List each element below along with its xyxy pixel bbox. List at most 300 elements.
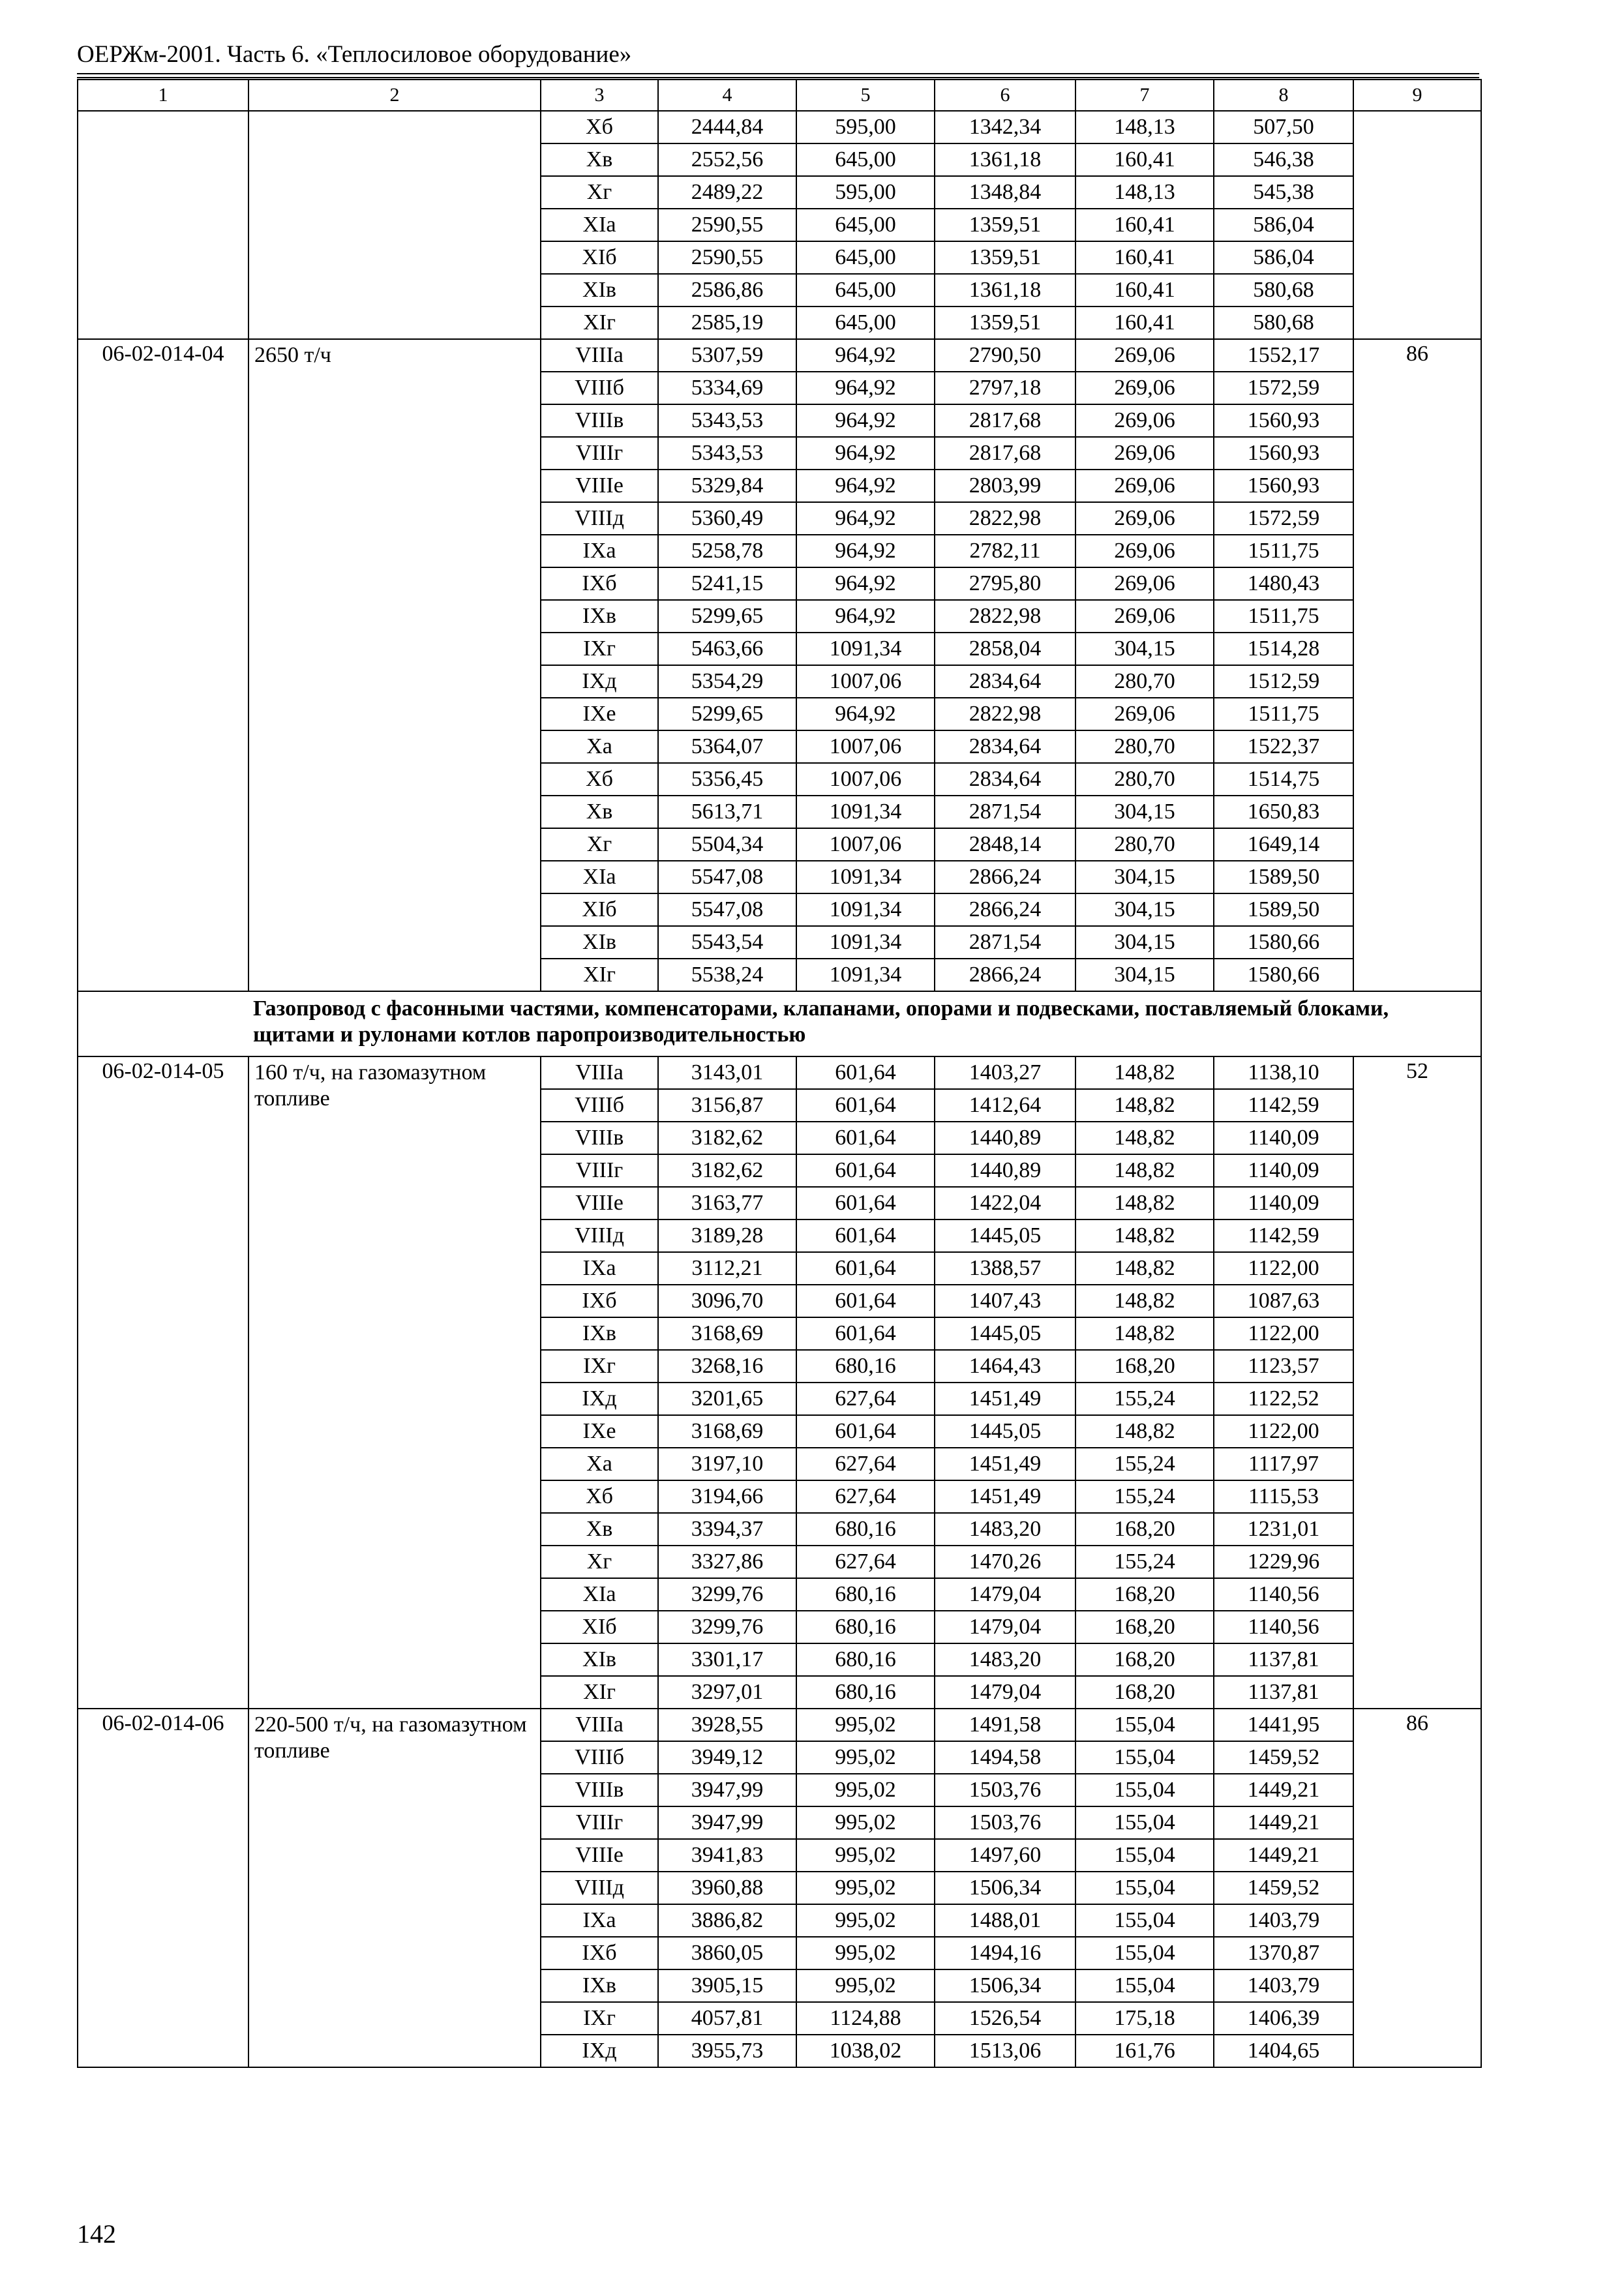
machine-cost-cell: 1342,34 xyxy=(935,111,1075,143)
wages-cell: 964,92 xyxy=(796,502,935,535)
zone-cell: Xв xyxy=(541,796,658,828)
table-row xyxy=(78,339,1481,372)
column-number-row xyxy=(78,80,1481,111)
total-cost-cell: 5334,69 xyxy=(658,372,796,404)
item-code: 06-02-014-05 xyxy=(78,1056,248,1709)
machine-cost-cell: 2790,50 xyxy=(935,339,1075,372)
materials-cell: 1449,21 xyxy=(1214,1774,1353,1806)
materials-cell: 507,50 xyxy=(1214,111,1353,143)
zone-cell: IXе xyxy=(541,698,658,730)
zone-cell: VIIIе xyxy=(541,1187,658,1219)
total-cost-cell: 3189,28 xyxy=(658,1219,796,1252)
materials-cell: 1449,21 xyxy=(1214,1839,1353,1872)
machinist-wages-cell: 155,04 xyxy=(1075,1937,1214,1969)
machine-cost-cell: 1479,04 xyxy=(935,1578,1075,1611)
materials-cell: 1511,75 xyxy=(1214,698,1353,730)
machinist-wages-cell: 168,20 xyxy=(1075,1350,1214,1383)
col-header-8: 8 xyxy=(1214,80,1353,111)
machinist-wages-cell: 148,82 xyxy=(1075,1415,1214,1448)
zone-cell: VIIIв xyxy=(541,404,658,437)
machinist-wages-cell: 269,06 xyxy=(1075,600,1214,633)
materials-cell: 1560,93 xyxy=(1214,470,1353,502)
materials-cell: 1115,53 xyxy=(1214,1480,1353,1513)
materials-cell: 1229,96 xyxy=(1214,1546,1353,1578)
total-cost-cell: 2585,19 xyxy=(658,307,796,339)
machinist-wages-cell: 175,18 xyxy=(1075,2002,1214,2035)
zone-cell: VIIIа xyxy=(541,1056,658,1089)
zone-cell: VIIIг xyxy=(541,1154,658,1187)
zone-cell: IXа xyxy=(541,1252,658,1285)
zone-cell: Xг xyxy=(541,176,658,209)
wages-cell: 601,64 xyxy=(796,1122,935,1154)
machine-cost-cell: 1494,16 xyxy=(935,1937,1075,1969)
wages-cell: 601,64 xyxy=(796,1317,935,1350)
total-cost-cell: 3096,70 xyxy=(658,1285,796,1317)
machinist-wages-cell: 168,20 xyxy=(1075,1578,1214,1611)
total-cost-cell: 3182,62 xyxy=(658,1122,796,1154)
machinist-wages-cell: 155,04 xyxy=(1075,1774,1214,1806)
wages-cell: 680,16 xyxy=(796,1611,935,1643)
wages-cell: 1007,06 xyxy=(796,665,935,698)
zone-cell: VIIIг xyxy=(541,437,658,470)
materials-cell: 1589,50 xyxy=(1214,893,1353,926)
machinist-wages-cell: 168,20 xyxy=(1075,1643,1214,1676)
wages-cell: 601,64 xyxy=(796,1252,935,1285)
total-cost-cell: 3905,15 xyxy=(658,1969,796,2002)
machinist-wages-cell: 161,76 xyxy=(1075,2035,1214,2067)
total-cost-cell: 5547,08 xyxy=(658,893,796,926)
total-cost-cell: 3197,10 xyxy=(658,1448,796,1480)
machinist-wages-cell: 155,04 xyxy=(1075,1969,1214,2002)
machinist-wages-cell: 168,20 xyxy=(1075,1513,1214,1546)
wages-cell: 995,02 xyxy=(796,1937,935,1969)
materials-cell: 1403,79 xyxy=(1214,1969,1353,2002)
wages-cell: 964,92 xyxy=(796,567,935,600)
machinist-wages-cell: 304,15 xyxy=(1075,633,1214,665)
materials-cell: 1580,66 xyxy=(1214,926,1353,959)
total-cost-cell: 5613,71 xyxy=(658,796,796,828)
machine-cost-cell: 1451,49 xyxy=(935,1480,1075,1513)
wages-cell: 645,00 xyxy=(796,241,935,274)
wages-cell: 680,16 xyxy=(796,1643,935,1676)
materials-cell: 1122,00 xyxy=(1214,1317,1353,1350)
zone-cell: IXд xyxy=(541,665,658,698)
zone-cell: Xб xyxy=(541,111,658,143)
zone-cell: VIIIг xyxy=(541,1806,658,1839)
machinist-wages-cell: 269,06 xyxy=(1075,437,1214,470)
zone-cell: VIIIб xyxy=(541,1089,658,1122)
machine-cost-cell: 1526,54 xyxy=(935,2002,1075,2035)
materials-cell: 1650,83 xyxy=(1214,796,1353,828)
wages-cell: 1091,34 xyxy=(796,893,935,926)
materials-cell: 1140,09 xyxy=(1214,1122,1353,1154)
materials-cell: 1138,10 xyxy=(1214,1056,1353,1089)
zone-cell: VIIIе xyxy=(541,470,658,502)
total-cost-cell: 3394,37 xyxy=(658,1513,796,1546)
total-cost-cell: 2444,84 xyxy=(658,111,796,143)
materials-cell: 1140,56 xyxy=(1214,1578,1353,1611)
machinist-wages-cell: 160,41 xyxy=(1075,143,1214,176)
wages-cell: 1007,06 xyxy=(796,828,935,861)
item-name: 160 т/ч, на газомазутном топливе xyxy=(248,1056,541,1709)
materials-cell: 1589,50 xyxy=(1214,861,1353,893)
machine-cost-cell: 1388,57 xyxy=(935,1252,1075,1285)
wages-cell: 964,92 xyxy=(796,698,935,730)
total-cost-cell: 5299,65 xyxy=(658,600,796,633)
machinist-wages-cell: 155,24 xyxy=(1075,1546,1214,1578)
zone-cell: IXд xyxy=(541,1383,658,1415)
machine-cost-cell: 1445,05 xyxy=(935,1415,1075,1448)
total-cost-cell: 5543,54 xyxy=(658,926,796,959)
machinist-wages-cell: 269,06 xyxy=(1075,567,1214,600)
machinist-wages-cell: 280,70 xyxy=(1075,828,1214,861)
machinist-wages-cell: 160,41 xyxy=(1075,241,1214,274)
machinist-wages-cell: 168,20 xyxy=(1075,1676,1214,1709)
machinist-wages-cell: 148,82 xyxy=(1075,1122,1214,1154)
machine-cost-cell: 2795,80 xyxy=(935,567,1075,600)
machinist-wages-cell: 155,24 xyxy=(1075,1448,1214,1480)
total-cost-cell: 3163,77 xyxy=(658,1187,796,1219)
machinist-wages-cell: 304,15 xyxy=(1075,959,1214,991)
materials-cell: 1117,97 xyxy=(1214,1448,1353,1480)
machine-cost-cell: 1470,26 xyxy=(935,1546,1075,1578)
materials-cell: 586,04 xyxy=(1214,209,1353,241)
materials-cell: 1514,75 xyxy=(1214,763,1353,796)
zone-cell: VIIIе xyxy=(541,1839,658,1872)
wages-cell: 995,02 xyxy=(796,1709,935,1741)
wages-cell: 964,92 xyxy=(796,470,935,502)
machinist-wages-cell: 155,24 xyxy=(1075,1383,1214,1415)
machinist-wages-cell: 304,15 xyxy=(1075,796,1214,828)
wages-cell: 680,16 xyxy=(796,1350,935,1383)
machinist-wages-cell: 148,13 xyxy=(1075,176,1214,209)
machinist-wages-cell: 280,70 xyxy=(1075,763,1214,796)
total-cost-cell: 3182,62 xyxy=(658,1154,796,1187)
total-cost-cell: 5504,34 xyxy=(658,828,796,861)
wages-cell: 964,92 xyxy=(796,437,935,470)
materials-cell: 1580,66 xyxy=(1214,959,1353,991)
zone-cell: Xв xyxy=(541,143,658,176)
machinist-wages-cell: 269,06 xyxy=(1075,502,1214,535)
materials-cell: 1406,39 xyxy=(1214,2002,1353,2035)
wages-cell: 964,92 xyxy=(796,404,935,437)
materials-cell: 1572,59 xyxy=(1214,372,1353,404)
materials-cell: 1441,95 xyxy=(1214,1709,1353,1741)
materials-cell: 1459,52 xyxy=(1214,1741,1353,1774)
total-cost-cell: 3299,76 xyxy=(658,1578,796,1611)
materials-cell: 1231,01 xyxy=(1214,1513,1353,1546)
machinist-wages-cell: 304,15 xyxy=(1075,926,1214,959)
price-table xyxy=(77,79,1482,2068)
materials-cell: 1512,59 xyxy=(1214,665,1353,698)
machine-cost-cell: 1348,84 xyxy=(935,176,1075,209)
machine-cost-cell: 1445,05 xyxy=(935,1317,1075,1350)
zone-cell: VIIIд xyxy=(541,1219,658,1252)
zone-cell: XIв xyxy=(541,926,658,959)
wages-cell: 964,92 xyxy=(796,372,935,404)
machine-cost-cell: 2782,11 xyxy=(935,535,1075,567)
total-cost-cell: 3301,17 xyxy=(658,1643,796,1676)
zone-cell: IXб xyxy=(541,1285,658,1317)
zone-cell: IXг xyxy=(541,633,658,665)
zone-cell: VIIIб xyxy=(541,1741,658,1774)
zone-cell: IXб xyxy=(541,567,658,600)
materials-cell: 1514,28 xyxy=(1214,633,1353,665)
materials-cell: 1560,93 xyxy=(1214,437,1353,470)
machinist-wages-cell: 280,70 xyxy=(1075,665,1214,698)
item-name: 220-500 т/ч, на газомазутном топливе xyxy=(248,1709,541,2067)
zone-cell: VIIIд xyxy=(541,1872,658,1904)
materials-cell: 580,68 xyxy=(1214,307,1353,339)
materials-cell: 1140,09 xyxy=(1214,1154,1353,1187)
machine-cost-cell: 1464,43 xyxy=(935,1350,1075,1383)
col-header-1: 1 xyxy=(78,80,248,111)
materials-cell: 1572,59 xyxy=(1214,502,1353,535)
wages-cell: 645,00 xyxy=(796,143,935,176)
machine-cost-cell: 2817,68 xyxy=(935,437,1075,470)
machinist-wages-cell: 160,41 xyxy=(1075,307,1214,339)
materials-cell: 1449,21 xyxy=(1214,1806,1353,1839)
machine-cost-cell: 1483,20 xyxy=(935,1513,1075,1546)
machine-cost-cell: 2834,64 xyxy=(935,730,1075,763)
machine-cost-cell: 1488,01 xyxy=(935,1904,1075,1937)
item-code xyxy=(78,111,248,339)
item-name: 2650 т/ч xyxy=(248,339,541,991)
item-code: 06-02-014-06 xyxy=(78,1709,248,2067)
zone-cell: IXг xyxy=(541,1350,658,1383)
zone-cell: XIг xyxy=(541,959,658,991)
total-cost-cell: 5538,24 xyxy=(658,959,796,991)
machinist-wages-cell: 269,06 xyxy=(1075,372,1214,404)
machine-cost-cell: 1407,43 xyxy=(935,1285,1075,1317)
total-cost-cell: 5343,53 xyxy=(658,437,796,470)
machine-cost-cell: 2797,18 xyxy=(935,372,1075,404)
zone-cell: XIб xyxy=(541,893,658,926)
machinist-wages-cell: 148,13 xyxy=(1075,111,1214,143)
machinist-wages-cell: 148,82 xyxy=(1075,1154,1214,1187)
total-cost-cell: 3156,87 xyxy=(658,1089,796,1122)
materials-cell: 1142,59 xyxy=(1214,1219,1353,1252)
item-code: 06-02-014-04 xyxy=(78,339,248,991)
page-number: 142 xyxy=(77,2219,116,2249)
zone-cell: XIа xyxy=(541,1578,658,1611)
total-cost-cell: 5241,15 xyxy=(658,567,796,600)
machine-cost-cell: 1359,51 xyxy=(935,241,1075,274)
machinist-wages-cell: 148,82 xyxy=(1075,1056,1214,1089)
machinist-wages-cell: 155,04 xyxy=(1075,1904,1214,1937)
machine-cost-cell: 1491,58 xyxy=(935,1709,1075,1741)
zone-cell: Xа xyxy=(541,730,658,763)
machinist-wages-cell: 148,82 xyxy=(1075,1252,1214,1285)
total-cost-cell: 3168,69 xyxy=(658,1415,796,1448)
wages-cell: 601,64 xyxy=(796,1219,935,1252)
zone-cell: Xг xyxy=(541,1546,658,1578)
wages-cell: 995,02 xyxy=(796,1839,935,1872)
page-ref: 86 xyxy=(1353,339,1481,991)
table-row xyxy=(78,111,1481,143)
machinist-wages-cell: 160,41 xyxy=(1075,274,1214,307)
machine-cost-cell: 1497,60 xyxy=(935,1839,1075,1872)
machine-cost-cell: 1479,04 xyxy=(935,1676,1075,1709)
zone-cell: Xв xyxy=(541,1513,658,1546)
total-cost-cell: 3947,99 xyxy=(658,1806,796,1839)
zone-cell: XIв xyxy=(541,274,658,307)
wages-cell: 601,64 xyxy=(796,1154,935,1187)
materials-cell: 1459,52 xyxy=(1214,1872,1353,1904)
total-cost-cell: 3112,21 xyxy=(658,1252,796,1285)
total-cost-cell: 2489,22 xyxy=(658,176,796,209)
materials-cell: 580,68 xyxy=(1214,274,1353,307)
total-cost-cell: 5343,53 xyxy=(658,404,796,437)
total-cost-cell: 5299,65 xyxy=(658,698,796,730)
machinist-wages-cell: 155,04 xyxy=(1075,1839,1214,1872)
total-cost-cell: 3886,82 xyxy=(658,1904,796,1937)
machine-cost-cell: 2822,98 xyxy=(935,600,1075,633)
wages-cell: 995,02 xyxy=(796,1806,935,1839)
total-cost-cell: 5329,84 xyxy=(658,470,796,502)
col-header-9: 9 xyxy=(1353,80,1481,111)
zone-cell: VIIIд xyxy=(541,502,658,535)
wages-cell: 601,64 xyxy=(796,1056,935,1089)
wages-cell: 645,00 xyxy=(796,209,935,241)
materials-cell: 1087,63 xyxy=(1214,1285,1353,1317)
machinist-wages-cell: 148,82 xyxy=(1075,1219,1214,1252)
wages-cell: 995,02 xyxy=(796,1969,935,2002)
page-ref: 52 xyxy=(1353,1056,1481,1709)
machine-cost-cell: 1440,89 xyxy=(935,1154,1075,1187)
materials-cell: 1480,43 xyxy=(1214,567,1353,600)
materials-cell: 1649,14 xyxy=(1214,828,1353,861)
total-cost-cell: 5360,49 xyxy=(658,502,796,535)
machine-cost-cell: 1483,20 xyxy=(935,1643,1075,1676)
machinist-wages-cell: 269,06 xyxy=(1075,698,1214,730)
total-cost-cell: 3299,76 xyxy=(658,1611,796,1643)
materials-cell: 1552,17 xyxy=(1214,339,1353,372)
wages-cell: 601,64 xyxy=(796,1285,935,1317)
zone-cell: XIб xyxy=(541,1611,658,1643)
table-row xyxy=(78,1709,1481,1741)
machinist-wages-cell: 269,06 xyxy=(1075,339,1214,372)
wages-cell: 680,16 xyxy=(796,1676,935,1709)
wages-cell: 1124,88 xyxy=(796,2002,935,2035)
machinist-wages-cell: 269,06 xyxy=(1075,404,1214,437)
total-cost-cell: 5364,07 xyxy=(658,730,796,763)
machine-cost-cell: 1506,34 xyxy=(935,1872,1075,1904)
wages-cell: 964,92 xyxy=(796,600,935,633)
machine-cost-cell: 1494,58 xyxy=(935,1741,1075,1774)
wages-cell: 1091,34 xyxy=(796,796,935,828)
machine-cost-cell: 2817,68 xyxy=(935,404,1075,437)
machine-cost-cell: 2822,98 xyxy=(935,698,1075,730)
total-cost-cell: 5354,29 xyxy=(658,665,796,698)
wages-cell: 1038,02 xyxy=(796,2035,935,2067)
materials-cell: 1122,00 xyxy=(1214,1252,1353,1285)
machinist-wages-cell: 148,82 xyxy=(1075,1187,1214,1219)
machine-cost-cell: 2871,54 xyxy=(935,926,1075,959)
machine-cost-cell: 2866,24 xyxy=(935,959,1075,991)
machinist-wages-cell: 160,41 xyxy=(1075,209,1214,241)
zone-cell: IXв xyxy=(541,1969,658,2002)
machine-cost-cell: 2858,04 xyxy=(935,633,1075,665)
total-cost-cell: 3947,99 xyxy=(658,1774,796,1806)
machine-cost-cell: 1503,76 xyxy=(935,1806,1075,1839)
zone-cell: Xб xyxy=(541,1480,658,1513)
materials-cell: 1142,59 xyxy=(1214,1089,1353,1122)
total-cost-cell: 3327,86 xyxy=(658,1546,796,1578)
total-cost-cell: 3960,88 xyxy=(658,1872,796,1904)
zone-cell: VIIIа xyxy=(541,1709,658,1741)
zone-cell: Xг xyxy=(541,828,658,861)
wages-cell: 995,02 xyxy=(796,1904,935,1937)
col-header-3: 3 xyxy=(541,80,658,111)
wages-cell: 601,64 xyxy=(796,1187,935,1219)
materials-cell: 1403,79 xyxy=(1214,1904,1353,1937)
wages-cell: 964,92 xyxy=(796,535,935,567)
materials-cell: 1560,93 xyxy=(1214,404,1353,437)
page-ref: 86 xyxy=(1353,1709,1481,2067)
machine-cost-cell: 1513,06 xyxy=(935,2035,1075,2067)
zone-cell: IXа xyxy=(541,1904,658,1937)
wages-cell: 627,64 xyxy=(796,1383,935,1415)
machine-cost-cell: 1503,76 xyxy=(935,1774,1075,1806)
machine-cost-cell: 1361,18 xyxy=(935,143,1075,176)
machinist-wages-cell: 148,82 xyxy=(1075,1285,1214,1317)
wages-cell: 995,02 xyxy=(796,1872,935,1904)
materials-cell: 1404,65 xyxy=(1214,2035,1353,2067)
machinist-wages-cell: 155,04 xyxy=(1075,1872,1214,1904)
total-cost-cell: 5463,66 xyxy=(658,633,796,665)
total-cost-cell: 3143,01 xyxy=(658,1056,796,1089)
total-cost-cell: 5356,45 xyxy=(658,763,796,796)
machine-cost-cell: 2848,14 xyxy=(935,828,1075,861)
total-cost-cell: 3955,73 xyxy=(658,2035,796,2067)
wages-cell: 1091,34 xyxy=(796,926,935,959)
machine-cost-cell: 1479,04 xyxy=(935,1611,1075,1643)
machinist-wages-cell: 280,70 xyxy=(1075,730,1214,763)
zone-cell: VIIIа xyxy=(541,339,658,372)
materials-cell: 1137,81 xyxy=(1214,1643,1353,1676)
total-cost-cell: 3941,83 xyxy=(658,1839,796,1872)
wages-cell: 595,00 xyxy=(796,111,935,143)
wages-cell: 601,64 xyxy=(796,1415,935,1448)
wages-cell: 964,92 xyxy=(796,339,935,372)
machinist-wages-cell: 269,06 xyxy=(1075,535,1214,567)
zone-cell: IXв xyxy=(541,600,658,633)
zone-cell: XIб xyxy=(541,241,658,274)
header-rule xyxy=(77,73,1479,74)
page-header: ОЕРЖм-2001. Часть 6. «Теплосиловое оборудование» xyxy=(77,41,632,68)
zone-cell: XIв xyxy=(541,1643,658,1676)
zone-cell: Xб xyxy=(541,763,658,796)
materials-cell: 545,38 xyxy=(1214,176,1353,209)
machine-cost-cell: 2834,64 xyxy=(935,665,1075,698)
zone-cell: IXа xyxy=(541,535,658,567)
materials-cell: 1140,09 xyxy=(1214,1187,1353,1219)
wages-cell: 680,16 xyxy=(796,1513,935,1546)
wages-cell: 995,02 xyxy=(796,1741,935,1774)
wages-cell: 995,02 xyxy=(796,1774,935,1806)
wages-cell: 645,00 xyxy=(796,274,935,307)
total-cost-cell: 2590,55 xyxy=(658,241,796,274)
machine-cost-cell: 1412,64 xyxy=(935,1089,1075,1122)
wages-cell: 1091,34 xyxy=(796,633,935,665)
machine-cost-cell: 2871,54 xyxy=(935,796,1075,828)
materials-cell: 1123,57 xyxy=(1214,1350,1353,1383)
machinist-wages-cell: 155,04 xyxy=(1075,1741,1214,1774)
zone-cell: IXв xyxy=(541,1317,658,1350)
machine-cost-cell: 2866,24 xyxy=(935,861,1075,893)
machine-cost-cell: 2834,64 xyxy=(935,763,1075,796)
